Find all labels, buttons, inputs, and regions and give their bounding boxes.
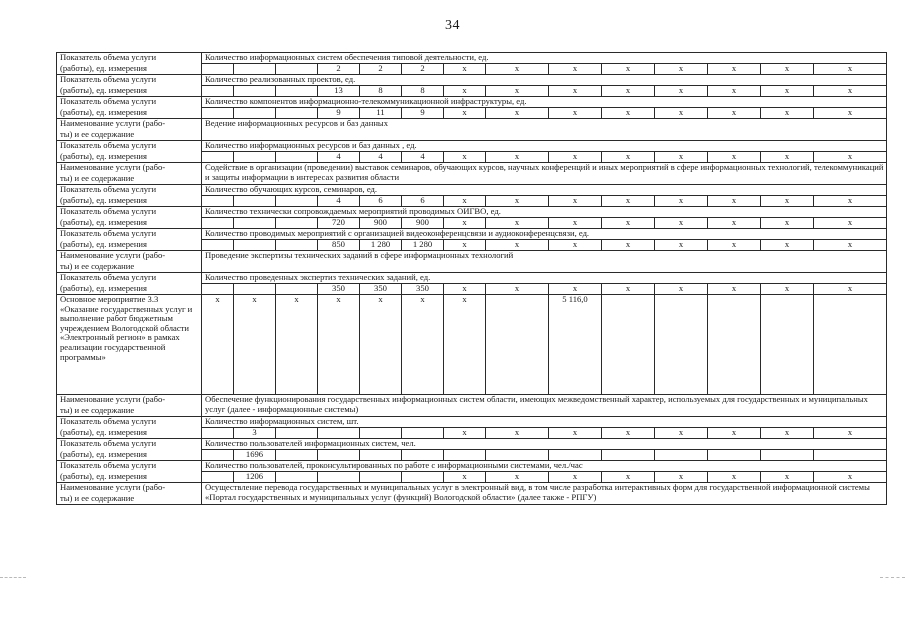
indicator-value-cell [276,108,318,119]
service-name-description: Осуществление перевода государственных и муниципальных услуг в электронный вид, в том числе разработка интерактивных форм для государственной информационной системы «Портал государственных и муниципальных услуг (функций) Вологодской области» (далее также - РПГУ) [202,483,887,505]
indicator-row-second-line [57,196,887,207]
indicator-label-line2: (работы), ед. измерения [57,472,202,483]
indicator-value-cell: x [761,428,814,439]
indicator-label-line2: (работы), ед. измерения [57,240,202,251]
indicator-value-cell [202,86,234,97]
indicator-value-cell: x [814,218,887,229]
indicator-label-line2: (работы), ед. измерения [57,64,202,75]
indicator-label-line1: Показатель объема услуги [57,229,202,240]
indicator-value-cell: x [814,472,887,483]
measure-value-cell [486,295,549,395]
name-label-line1: Наименование услуги (рабо- [57,483,202,494]
name-label-line2: ты) и ее содержание [57,406,202,417]
indicator-row [57,97,887,108]
indicator-value-cell: x [761,152,814,163]
name-label-line1: Наименование услуги (рабо- [57,119,202,130]
indicator-description: Количество проведенных экспертиз технических заданий, ед. [202,273,887,284]
indicator-value-cell: 4 [402,152,444,163]
indicator-value-cell [202,284,234,295]
indicator-value-cell: 900 [360,218,402,229]
indicator-value-cell: x [655,218,708,229]
service-name-description: Проведение экспертизы технических заданий в сфере информационных технологий [202,251,887,273]
indicator-value-cell [814,450,887,461]
indicator-value-cell: x [444,284,486,295]
indicator-value-cell [202,428,234,439]
indicator-value-cell: x [761,196,814,207]
name-row [57,251,887,262]
measure-value-cell [708,295,761,395]
indicator-value-cell: x [444,64,486,75]
indicator-row-second-line [57,152,887,163]
indicator-value-cell: 8 [360,86,402,97]
indicator-value-cell: x [486,152,549,163]
indicator-description: Количество обучающих курсов, семинаров, ед. [202,185,887,196]
indicator-value-cell [761,450,814,461]
measure-label: Основное мероприятие 3.3 «Оказание государственных услуг и выполнение работ бюджетным учреждением Вологодской области «Электронный регион» в рамках реализации государственной программы» [57,295,202,395]
indicator-value-cell: x [602,152,655,163]
indicator-value-cell: x [549,108,602,119]
indicator-value-cell: x [655,472,708,483]
measure-value-cell: 5 116,0 [549,295,602,395]
indicator-row [57,207,887,218]
indicator-value-cell [234,64,276,75]
indicator-row [57,185,887,196]
indicator-value-cell: x [444,472,486,483]
indicator-value-cell [318,450,360,461]
indicator-value-cell: x [549,240,602,251]
indicator-value-cell: x [761,64,814,75]
indicator-value-cell [202,152,234,163]
name-label-line2: ты) и ее содержание [57,494,202,505]
indicator-value-cell [276,196,318,207]
indicator-description: Количество пользователей информационных систем, чел. [202,439,887,450]
measure-row [57,295,887,395]
indicator-row [57,417,887,428]
indicator-value-cell: x [708,86,761,97]
indicator-value-cell: x [486,240,549,251]
service-name-description: Содействие в организации (проведении) выставок семинаров, обучающих курсов, научных конференций и иных мероприятий в сфере информационных технологий, телекоммуникаций и защиты информации в интересах развития области [202,163,887,185]
indicator-row-second-line [57,284,887,295]
indicator-value-cell: 6 [360,196,402,207]
indicator-row-second-line [57,450,887,461]
indicator-value-cell [234,218,276,229]
indicator-value-cell [549,450,602,461]
indicator-value-cell: 4 [360,152,402,163]
indicator-label-line2: (работы), ед. измерения [57,108,202,119]
indicator-value-cell: x [549,64,602,75]
name-label-line2: ты) и ее содержание [57,130,202,141]
indicator-value-cell [402,428,444,439]
indicator-row-second-line [57,240,887,251]
measure-value-cell [655,295,708,395]
indicator-value-cell: x [655,196,708,207]
service-name-description: Обеспечение функционирования государственных информационных систем области, имеющих межведомственный характер, используемых для государственных и муниципальных услуг (далее - информационные системы) [202,395,887,417]
indicator-label-line2: (работы), ед. измерения [57,428,202,439]
indicator-label-line1: Показатель объема услуги [57,207,202,218]
indicator-value-cell: x [602,86,655,97]
indicator-description: Количество информационных систем, шт. [202,417,887,428]
indicator-row [57,461,887,472]
indicator-value-cell [276,64,318,75]
name-label-line1: Наименование услуги (рабо- [57,251,202,262]
indicator-value-cell: 350 [318,284,360,295]
indicator-value-cell [276,152,318,163]
indicator-value-cell: x [814,196,887,207]
indicator-label-line1: Показатель объема услуги [57,75,202,86]
indicator-value-cell [276,218,318,229]
indicator-value-cell [402,472,444,483]
measure-value-cell: x [276,295,318,395]
measure-value-cell: x [318,295,360,395]
indicator-value-cell: x [602,108,655,119]
indicator-label-line2: (работы), ед. измерения [57,450,202,461]
indicator-label-line2: (работы), ед. измерения [57,196,202,207]
indicator-value-cell: x [549,428,602,439]
indicator-value-cell: x [444,196,486,207]
name-row [57,119,887,130]
indicator-value-cell [202,64,234,75]
indicator-value-cell: x [655,284,708,295]
indicator-value-cell: x [708,108,761,119]
measure-value-cell: x [234,295,276,395]
indicator-value-cell [655,450,708,461]
indicator-value-cell: 8 [402,86,444,97]
measure-value-cell: x [202,295,234,395]
measure-value-cell: x [402,295,444,395]
indicator-value-cell [360,450,402,461]
indicator-value-cell [234,152,276,163]
name-row [57,483,887,494]
indicator-value-cell: x [444,240,486,251]
indicator-value-cell: x [549,86,602,97]
indicator-row-second-line [57,472,887,483]
indicator-value-cell: 900 [402,218,444,229]
indicator-value-cell: 11 [360,108,402,119]
scan-edge-mark-right [880,577,905,578]
indicator-label-line2: (работы), ед. измерения [57,152,202,163]
indicator-label-line1: Показатель объема услуги [57,273,202,284]
page-number: 34 [445,18,460,33]
indicator-value-cell: x [602,196,655,207]
indicator-value-cell: x [814,64,887,75]
indicator-value-cell: x [708,428,761,439]
measure-value-cell: x [360,295,402,395]
indicator-value-cell: 3 [234,428,276,439]
indicator-value-cell: x [814,240,887,251]
indicator-value-cell [234,196,276,207]
indicator-description: Количество информационных ресурсов и баз данных , ед. [202,141,887,152]
indicator-value-cell [276,450,318,461]
indicator-value-cell: 720 [318,218,360,229]
indicator-value-cell [202,472,234,483]
indicator-value-cell: x [655,240,708,251]
indicator-value-cell: x [602,240,655,251]
indicator-label-line1: Показатель объема услуги [57,141,202,152]
indicator-value-cell [202,218,234,229]
indicator-value-cell: x [486,196,549,207]
indicator-label-line1: Показатель объема услуги [57,97,202,108]
indicator-row-second-line [57,428,887,439]
indicator-value-cell: x [444,428,486,439]
indicator-value-cell: x [655,86,708,97]
indicator-value-cell: 2 [360,64,402,75]
indicator-value-cell: x [761,240,814,251]
indicator-value-cell: x [549,218,602,229]
name-label-line2: ты) и ее содержание [57,262,202,273]
indicator-value-cell [402,450,444,461]
indicator-row-second-line [57,108,887,119]
indicators-table [56,52,887,505]
indicator-value-cell: x [444,108,486,119]
indicator-value-cell: 9 [318,108,360,119]
indicator-value-cell: x [708,284,761,295]
indicator-value-cell: 1696 [234,450,276,461]
indicator-value-cell [276,428,318,439]
indicator-value-cell: x [549,152,602,163]
indicator-value-cell: x [655,64,708,75]
indicator-value-cell: 1 280 [360,240,402,251]
indicator-value-cell: x [761,218,814,229]
indicator-row [57,229,887,240]
indicator-value-cell: x [486,86,549,97]
measure-value-cell [602,295,655,395]
indicator-row [57,273,887,284]
indicator-label-line2: (работы), ед. измерения [57,86,202,97]
indicator-value-cell: x [761,108,814,119]
indicator-value-cell: x [708,218,761,229]
indicator-value-cell: x [814,86,887,97]
indicator-value-cell [202,450,234,461]
indicator-value-cell [486,450,549,461]
indicator-value-cell [234,108,276,119]
indicator-value-cell: x [814,284,887,295]
indicator-value-cell: x [761,86,814,97]
indicator-label-line1: Показатель объема услуги [57,461,202,472]
indicator-value-cell: x [814,152,887,163]
indicator-value-cell: 1 280 [402,240,444,251]
scan-edge-mark-left [0,577,26,578]
indicator-value-cell: x [549,472,602,483]
indicator-value-cell [708,450,761,461]
indicator-value-cell: x [814,108,887,119]
indicator-value-cell [234,86,276,97]
indicator-value-cell: x [708,472,761,483]
indicator-value-cell [202,196,234,207]
indicator-value-cell: 9 [402,108,444,119]
indicator-value-cell: x [444,86,486,97]
indicator-value-cell: x [602,472,655,483]
indicator-value-cell: x [602,64,655,75]
indicator-value-cell: x [444,152,486,163]
indicator-value-cell: x [602,218,655,229]
indicator-value-cell: x [602,284,655,295]
indicator-value-cell [360,472,402,483]
indicator-description: Количество реализованных проектов, ед. [202,75,887,86]
indicator-label-line1: Показатель объема услуги [57,417,202,428]
indicator-value-cell: x [486,108,549,119]
indicator-value-cell: x [655,428,708,439]
indicator-value-cell: x [549,196,602,207]
name-label-line2: ты) и ее содержание [57,174,202,185]
measure-value-cell [814,295,887,395]
indicator-value-cell [318,472,360,483]
indicator-value-cell [202,240,234,251]
service-name-description: Ведение информационных ресурсов и баз данных [202,119,887,141]
indicator-value-cell: 13 [318,86,360,97]
indicator-value-cell: 1206 [234,472,276,483]
indicator-value-cell: x [761,284,814,295]
indicator-value-cell: 350 [360,284,402,295]
indicator-row [57,439,887,450]
measure-value-cell [761,295,814,395]
name-label-line1: Наименование услуги (рабо- [57,395,202,406]
indicator-description: Количество информационных систем обеспечения типовой деятельности, ед. [202,53,887,64]
indicator-value-cell: x [444,218,486,229]
indicator-value-cell: 350 [402,284,444,295]
indicator-label-line1: Показатель объема услуги [57,185,202,196]
indicator-value-cell [276,472,318,483]
indicator-value-cell: x [761,472,814,483]
indicator-value-cell: x [486,472,549,483]
name-row [57,395,887,406]
indicator-value-cell [318,428,360,439]
indicator-value-cell: x [814,428,887,439]
name-label-line1: Наименование услуги (рабо- [57,163,202,174]
indicator-value-cell: x [486,64,549,75]
indicator-value-cell: 2 [318,64,360,75]
indicator-value-cell [276,284,318,295]
indicator-row-second-line [57,86,887,97]
indicator-value-cell: 4 [318,152,360,163]
indicator-label-line1: Показатель объема услуги [57,53,202,64]
indicator-value-cell: x [549,284,602,295]
indicator-value-cell: x [486,428,549,439]
indicator-value-cell: x [708,196,761,207]
indicator-value-cell [202,108,234,119]
indicator-description: Количество пользователей, проконсультированных по работе с информационными системами, чел./час [202,461,887,472]
measure-value-cell: x [444,295,486,395]
name-row [57,163,887,174]
indicator-value-cell [234,240,276,251]
indicator-value-cell [234,284,276,295]
indicator-row [57,75,887,86]
indicator-value-cell [360,428,402,439]
indicator-value-cell: x [655,108,708,119]
indicator-row [57,141,887,152]
indicator-value-cell: 4 [318,196,360,207]
indicator-row [57,53,887,64]
indicator-value-cell [276,240,318,251]
indicator-value-cell [602,450,655,461]
indicator-label-line2: (работы), ед. измерения [57,284,202,295]
indicator-label-line2: (работы), ед. измерения [57,218,202,229]
indicator-description: Количество проводимых мероприятий с организацией видеоконференцсвязи и аудиоконференцсвязи, ед. [202,229,887,240]
indicator-label-line1: Показатель объема услуги [57,439,202,450]
indicator-value-cell: x [486,284,549,295]
indicator-value-cell: x [708,64,761,75]
indicator-value-cell: x [602,428,655,439]
indicator-description: Количество компонентов информационно-телекоммуникационной инфраструктуры, ед. [202,97,887,108]
indicator-value-cell: x [708,152,761,163]
indicator-value-cell: x [708,240,761,251]
indicator-value-cell [444,450,486,461]
indicator-row-second-line [57,218,887,229]
indicator-value-cell: 2 [402,64,444,75]
indicator-row-second-line [57,64,887,75]
indicator-value-cell: 6 [402,196,444,207]
indicator-description: Количество технически сопровождаемых мероприятий проводимых ОИГВО, ед. [202,207,887,218]
indicator-value-cell: x [486,218,549,229]
indicator-value-cell: 850 [318,240,360,251]
indicator-value-cell [276,86,318,97]
indicator-value-cell: x [655,152,708,163]
